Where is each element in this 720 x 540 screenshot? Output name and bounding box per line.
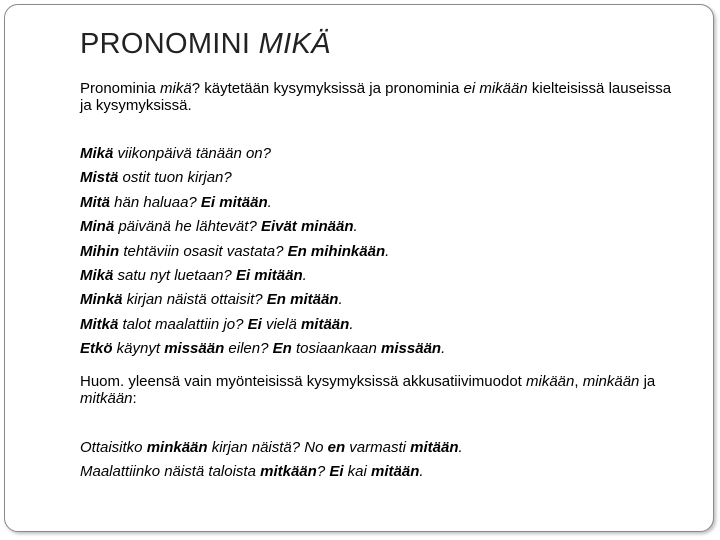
sentence-keyword: Mistä	[80, 169, 119, 187]
sentence-keyword: En mihinkään	[287, 242, 386, 260]
example-sentence	[80, 240, 680, 264]
example-sentence	[80, 191, 680, 215]
intro-text: Pronominia	[80, 80, 161, 97]
example-sentence	[80, 215, 680, 239]
sentence-text: .	[441, 340, 446, 358]
sentence-text: kirjan näistä? No	[207, 439, 328, 456]
sentence-keyword: Ei mitään	[235, 267, 303, 285]
slide-title	[80, 28, 331, 61]
example-sentence	[80, 313, 680, 337]
note-term: mikään	[526, 373, 575, 390]
example-sentence	[80, 337, 680, 361]
sentence-text: käynyt	[112, 340, 165, 358]
sentence-keyword: minkään	[146, 439, 208, 456]
sentence-keyword: Mitkä	[80, 315, 119, 333]
intro-paragraph	[80, 80, 680, 114]
sentence-text: talot maalattiin jo?	[118, 315, 248, 333]
sentence-keyword: mitään	[410, 439, 459, 456]
sentence-text: .	[302, 267, 307, 285]
sentence-text: Ottaisitko	[80, 439, 147, 456]
note-term: minkään	[582, 373, 640, 390]
sentence-keyword: Eivät minään	[260, 218, 354, 236]
example-sentence	[80, 264, 680, 288]
sentence-text: varmasti	[345, 439, 411, 456]
sentence-text: hän haluaa?	[110, 193, 201, 211]
intro-term-ei-mikaan: ei mikään	[463, 80, 528, 97]
sentence-keyword: Minkä	[80, 291, 123, 309]
sentence-keyword: Mikä	[80, 267, 114, 285]
sentence-keyword: Minä	[80, 218, 115, 236]
example-sentence	[80, 142, 680, 166]
sentence-text: .	[267, 193, 272, 211]
sentence-text: tehtäviin osasit vastata?	[119, 242, 288, 260]
note-example-sentences	[80, 436, 680, 484]
sentence-keyword: missään	[381, 340, 442, 358]
sentence-text: .	[338, 291, 343, 309]
sentence-keyword: Mikä	[80, 145, 114, 162]
sentence-keyword: Ei	[247, 315, 262, 333]
sentence-text: ostit tuon kirjan?	[118, 169, 232, 187]
sentence-keyword: mitään	[371, 463, 420, 480]
sentence-keyword: Etkö	[80, 340, 113, 358]
example-sentence	[80, 460, 680, 484]
sentence-keyword: mitään	[300, 315, 350, 333]
note-text: Huom. yleensä vain myönteisissä kysymyksissä akkusatiivimuodot	[80, 373, 526, 390]
sentence-text: tosiaankaan	[291, 340, 382, 358]
note-text: :	[132, 390, 137, 407]
example-sentence	[80, 436, 680, 460]
sentence-keyword: En mitään	[266, 291, 339, 309]
sentence-text: .	[458, 439, 463, 456]
sentence-text: ?	[316, 463, 330, 480]
sentence-keyword: Ei mitään	[200, 193, 268, 211]
note-text: ja	[639, 373, 656, 390]
sentence-keyword: Mihin	[80, 242, 120, 260]
sentence-keyword: mitkään	[260, 463, 317, 480]
sentence-text: .	[349, 315, 354, 333]
intro-term-mika: mikä	[160, 80, 192, 97]
sentence-keyword: missään	[164, 340, 225, 358]
sentence-text: .	[419, 463, 424, 480]
sentence-text: .	[385, 242, 390, 260]
note-term: mitkään	[80, 390, 133, 407]
example-sentences	[80, 142, 680, 362]
intro-text: kielteisissä lauseissa ja kysymyksissä.	[80, 80, 672, 114]
slide-title-main: PRONOMINI	[80, 28, 259, 60]
sentence-text: eilen?	[224, 340, 273, 358]
sentence-text: viikonpäivä tänään on?	[113, 145, 271, 162]
sentence-keyword: En	[272, 340, 292, 358]
intro-text: ? käytetään kysymyksissä ja pronominia	[191, 80, 464, 97]
sentence-keyword: Ei	[329, 463, 344, 480]
sentence-text: vielä	[261, 315, 301, 333]
example-sentence	[80, 288, 680, 312]
sentence-text: satu nyt luetaan?	[113, 267, 236, 285]
sentence-text: päivänä he lähtevät?	[114, 218, 261, 236]
note-paragraph	[80, 373, 690, 407]
sentence-keyword: en	[327, 439, 346, 456]
slide-title-italic: MIKÄ	[258, 28, 331, 60]
example-sentence	[80, 166, 680, 190]
sentence-keyword: Mitä	[80, 193, 110, 211]
sentence-text: Maalattiinko näistä taloista	[80, 463, 261, 480]
note-text: ,	[574, 373, 583, 390]
sentence-text: kai	[343, 463, 372, 480]
sentence-text: kirjan näistä ottaisit?	[122, 291, 267, 309]
sentence-text: .	[353, 218, 358, 236]
